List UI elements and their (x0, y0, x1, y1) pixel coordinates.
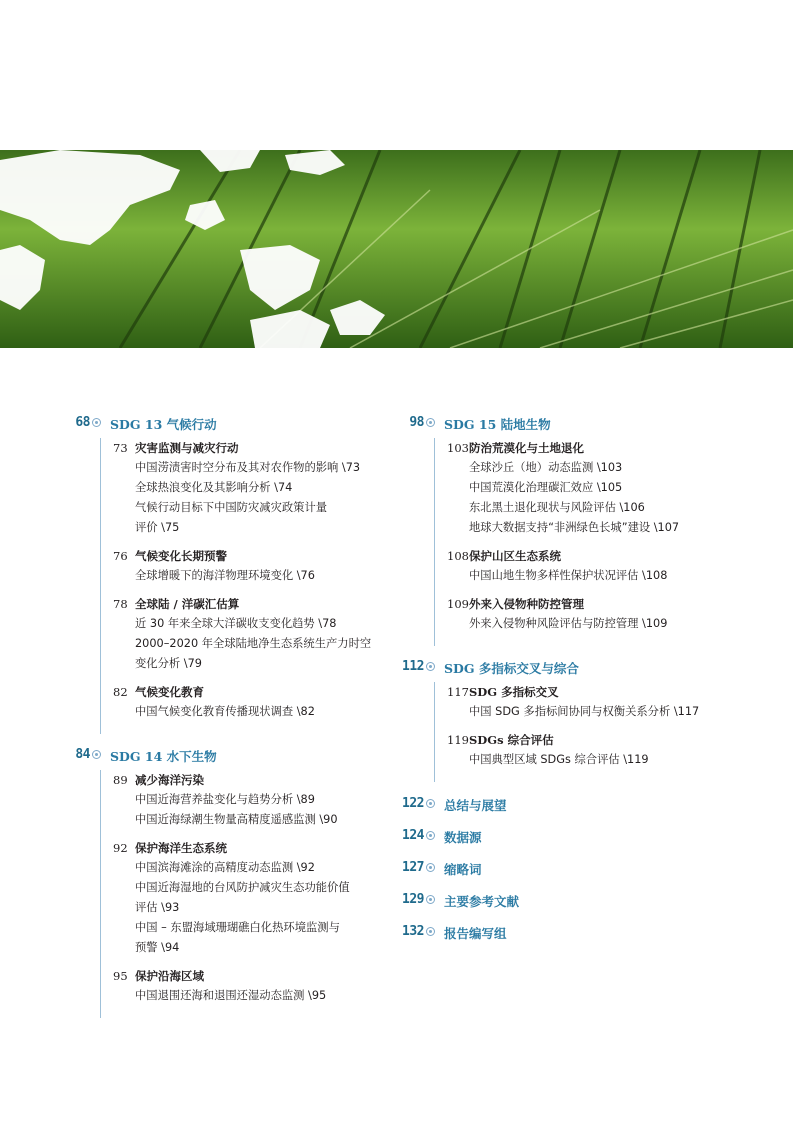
toc-entry-authors[interactable] (400, 920, 730, 948)
toc-subsection[interactable] (447, 546, 730, 586)
toc-left-column (66, 412, 396, 1028)
toc-subsection[interactable] (113, 546, 396, 586)
subsection-title: 减少海洋污染 (135, 773, 204, 787)
subsection-page-number: 117 (447, 685, 469, 699)
bullet-circle-icon (92, 750, 101, 759)
toc-entry-abbreviations[interactable] (400, 856, 730, 884)
toc-item[interactable]: 中国近海营养盐变化与趋势分析 \89 (135, 793, 315, 806)
section-body (434, 682, 730, 782)
toc-section-sdg13[interactable] (66, 412, 396, 434)
bullet-circle-icon (426, 418, 435, 427)
toc-subsection[interactable] (113, 682, 396, 722)
toc-subsection[interactable] (113, 966, 396, 1006)
bullet-circle-icon (426, 662, 435, 671)
toc-item[interactable]: 中国荒漠化治理碳汇效应 \105 (469, 481, 623, 494)
subsection-page-number: 78 (113, 597, 128, 611)
section-page-number: 112 (402, 659, 424, 674)
bullet-circle-icon (426, 927, 435, 936)
toc-subsection[interactable] (113, 594, 396, 674)
toc-subsection[interactable] (113, 770, 396, 830)
section-title: 报告编写组 (444, 926, 507, 941)
bullet-circle-icon (426, 831, 435, 840)
toc-subsection[interactable] (113, 438, 396, 538)
toc-item[interactable]: 中国 – 东盟海域珊瑚礁白化热环境监测与 (135, 921, 340, 934)
toc-item[interactable]: 评估 \93 (135, 901, 180, 914)
toc-item[interactable]: 地球大数据支持“非洲绿色长城”建设 \107 (469, 521, 680, 534)
bullet-circle-icon (426, 895, 435, 904)
subsection-page-number: 82 (113, 685, 128, 699)
toc-item[interactable]: 中国涝渍害时空分布及其对农作物的影响 \73 (135, 461, 361, 474)
subsection-page-number: 76 (113, 549, 128, 563)
section-page-number: 124 (402, 828, 424, 843)
section-title: SDG 14 水下生物 (110, 749, 217, 764)
toc-item[interactable]: 中国山地生物多样性保护状况评估 \108 (469, 569, 668, 582)
toc-item[interactable]: 气候行动目标下中国防灾减灾政策计量 (135, 501, 328, 514)
section-title: SDG 15 陆地生物 (444, 417, 551, 432)
toc-entry-data-sources[interactable] (400, 824, 730, 852)
toc-subsection[interactable] (447, 682, 730, 722)
toc-item[interactable]: 全球增暖下的海洋物理环境变化 \76 (135, 569, 315, 582)
toc-section-sdg15[interactable] (400, 412, 730, 434)
bullet-circle-icon (92, 418, 101, 427)
subsection-title: SDGs 综合评估 (469, 733, 554, 747)
toc-item[interactable]: 2000–2020 年全球陆地净生态系统生产力时空 (135, 637, 372, 650)
subsection-page-number: 108 (447, 549, 469, 563)
toc-item[interactable]: 变化分析 \79 (135, 657, 202, 670)
section-page-number: 122 (402, 796, 424, 811)
subsection-page-number: 109 (447, 597, 469, 611)
toc-subsection[interactable] (447, 438, 730, 538)
subsection-title: 灾害监测与减灾行动 (135, 441, 239, 455)
section-page-number: 68 (75, 415, 90, 430)
section-body (100, 438, 396, 734)
toc-section-sdg14[interactable] (66, 744, 396, 766)
subsection-title: 保护海洋生态系统 (135, 841, 227, 855)
toc-item[interactable]: 评价 \75 (135, 521, 180, 534)
toc-subsection[interactable] (447, 730, 730, 770)
toc-item[interactable]: 中国 SDG 多指标间协同与权衡关系分析 \117 (469, 705, 700, 718)
toc-item[interactable]: 中国气候变化教育传播现状调查 \82 (135, 705, 315, 718)
section-page-number: 84 (75, 747, 90, 762)
toc-subsection[interactable] (113, 838, 396, 958)
section-page-number: 129 (402, 892, 424, 907)
subsection-page-number: 89 (113, 773, 128, 787)
subsection-title: 防治荒漠化与土地退化 (469, 441, 584, 455)
section-title: 主要参考文献 (444, 894, 520, 909)
subsection-title: 全球陆 / 洋碳汇估算 (135, 597, 240, 611)
section-page-number: 98 (409, 415, 424, 430)
toc-item[interactable]: 中国退围还海和退围还湿动态监测 \95 (135, 989, 327, 1002)
subsection-title: 气候变化长期预警 (135, 549, 227, 563)
section-body (434, 438, 730, 646)
toc-entry-summary[interactable] (400, 792, 730, 820)
toc-section-sdg-multi[interactable] (400, 656, 730, 678)
section-title: SDG 多指标交叉与综合 (444, 661, 579, 676)
toc-item[interactable]: 中国近海绿潮生物量高精度遥感监测 \90 (135, 813, 338, 826)
banner-illustration (0, 150, 793, 348)
section-page-number: 127 (402, 860, 424, 875)
section-title: 总结与展望 (444, 798, 507, 813)
subsection-page-number: 92 (113, 841, 128, 855)
subsection-title: 保护沿海区域 (135, 969, 204, 983)
bullet-circle-icon (426, 799, 435, 808)
section-title: SDG 13 气候行动 (110, 417, 217, 432)
subsection-page-number: 95 (113, 969, 128, 983)
toc-item[interactable]: 全球热浪变化及其影响分析 \74 (135, 481, 293, 494)
subsection-title: SDG 多指标交叉 (469, 685, 559, 699)
toc-item[interactable]: 近 30 年来全球大洋碳收支变化趋势 \78 (135, 617, 337, 630)
subsection-title: 保护山区生态系统 (469, 549, 561, 563)
section-page-number: 132 (402, 924, 424, 939)
subsection-page-number: 73 (113, 441, 128, 455)
toc-item[interactable]: 外来入侵物种风险评估与防控管理 \109 (469, 617, 668, 630)
section-title: 数据源 (444, 830, 482, 845)
toc-item[interactable]: 中国滨海滩涂的高精度动态监测 \92 (135, 861, 315, 874)
subsection-title: 气候变化教育 (135, 685, 204, 699)
toc-item[interactable]: 全球沙丘（地）动态监测 \103 (469, 461, 623, 474)
section-title: 缩略词 (444, 862, 482, 877)
toc-item[interactable]: 预警 \94 (135, 941, 180, 954)
subsection-title: 外来入侵物种防控管理 (469, 597, 584, 611)
toc-subsection[interactable] (447, 594, 730, 634)
toc-entry-references[interactable] (400, 888, 730, 916)
subsection-page-number: 103 (447, 441, 469, 455)
forest-world-map-banner (0, 150, 793, 348)
toc-item[interactable]: 东北黑土退化现状与风险评估 \106 (469, 501, 645, 514)
toc-item[interactable]: 中国典型区域 SDGs 综合评估 \119 (469, 753, 649, 766)
toc-right-column (400, 412, 730, 952)
subsection-page-number: 119 (447, 733, 469, 747)
section-body (100, 770, 396, 1018)
toc-item[interactable]: 中国近海湿地的台风防护减灾生态功能价值 (135, 881, 350, 894)
bullet-circle-icon (426, 863, 435, 872)
